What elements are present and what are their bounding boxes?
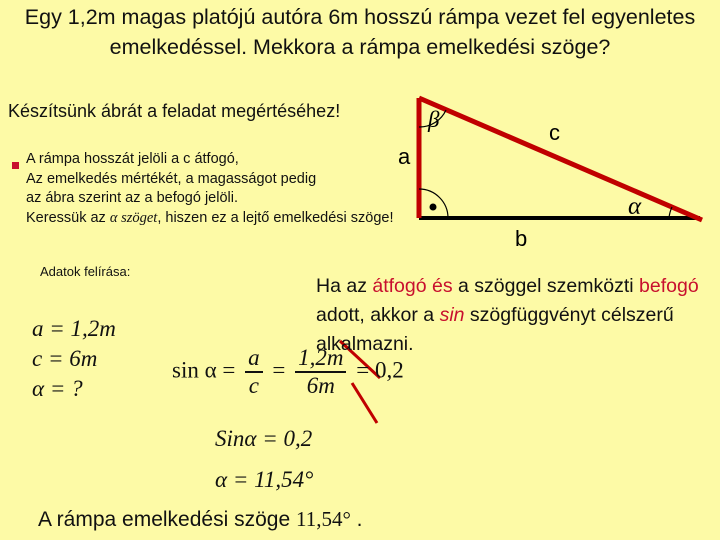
bullet-line: Az emelkedés mértékét, a magasságot pedig <box>26 170 317 187</box>
bullet-line: A rámpa hosszát jelöli a c átfogó, <box>26 151 239 167</box>
given-alpha: α = ? <box>32 376 83 401</box>
right-angle-arc <box>419 189 448 218</box>
problem-title: Egy 1,2m magas platójú autóra 6m hosszú rámpa vezet fel egyenletes emelkedéssel. Mekkora a rámpa emelkedési szöge? <box>24 5 696 59</box>
right-angle-dot <box>430 204 437 211</box>
side-a-label: a <box>398 144 411 169</box>
side-b-label: b <box>515 226 528 251</box>
bullet-line: az ábra szerint az a befogó jelöli. <box>26 190 238 206</box>
fraction-values: $\frac{1,2m}{6m}$ <box>295 345 346 399</box>
side-c-line <box>419 98 702 220</box>
sine-result: Sinα = 0,2 <box>215 426 313 451</box>
intro-text: Készítsünk ábrát a feladat megértéséhez! <box>8 101 341 121</box>
bullet-line-last: Keressük az α szöget, hiszen ez a lejtő emelkedési szöge! <box>26 209 394 226</box>
explanation-text: Ha az átfogó és a szöggel szemközti befogó adott, akkor a sin szögfüggvényt célszerű alkalmazni. <box>316 275 699 355</box>
given-a: a = 1,2m <box>32 316 116 341</box>
given-c: c = 6m <box>32 346 98 371</box>
givens-heading: Adatok felírása: <box>40 264 131 279</box>
beta-label: β <box>428 107 440 132</box>
angle-result: α = 11,54° <box>215 467 314 492</box>
side-c-label: c <box>549 120 560 145</box>
givens-list <box>32 314 116 404</box>
alpha-label: α <box>628 193 642 220</box>
final-answer: A rámpa emelkedési szöge 11,54° . <box>38 507 363 531</box>
sine-formula: sin α = $\frac{a}{c}$ = $\frac{1,2m}{6m}$ = 0,2 <box>172 345 404 398</box>
fraction-a-over-c: $\frac{a}{c}$ <box>245 345 263 399</box>
